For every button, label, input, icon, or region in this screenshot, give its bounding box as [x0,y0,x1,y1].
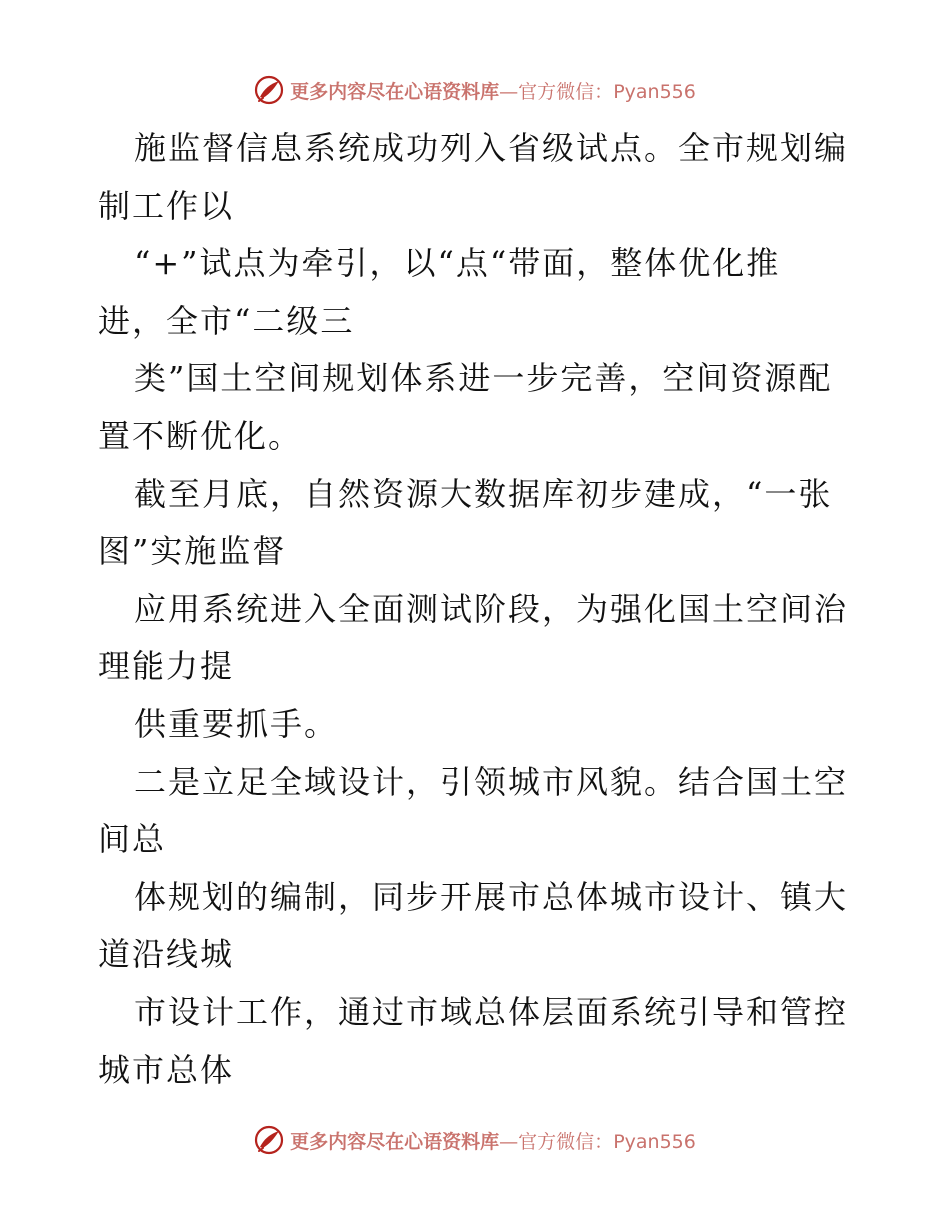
text-line: 理能力提 [98,647,235,686]
text-line: 二是立足全域设计，引领城市风貌。结合国土空 [134,762,849,801]
text-line: 应用系统进入全面测试阶段，为强化国土空间治 [134,589,849,628]
banner-main-text: 更多内容尽在心语资料库 [290,80,500,103]
banner-separator: — [499,80,519,103]
text-line: 截至月底，自然资源大数据库初步建成，“一张 [134,474,833,513]
document-body [98,120,858,1099]
text-line: 市设计工作，通过市域总体层面系统引导和管控 [134,992,849,1031]
text-line: 类”国土空间规划体系进一步完善，空间资源配 [134,359,833,398]
text-line: 供重要抓手。 [134,704,339,743]
text-line: 体规划的编制，同步开展市总体城市设计、镇大 [134,877,849,916]
header-watermark-banner [0,70,950,110]
footer-watermark-banner [0,1120,950,1160]
text-line: 城市总体 [98,1050,235,1089]
text-line: 进，全市“二级三 [98,301,355,340]
banner-separator: — [499,1130,519,1153]
banner-wechat-label: 官方微信： [518,1130,614,1153]
text-line: 施监督信息系统成功列入省级试点。全市规划编 [134,129,849,167]
pen-logo-icon [254,75,284,105]
banner-main-text: 更多内容尽在心语资料库 [290,1130,500,1153]
banner-handle: Pyan556 [613,1130,696,1153]
banner-wechat-label: 官方微信： [518,80,614,103]
text-line: 制工作以 [98,186,235,225]
pen-logo-icon [254,1125,284,1155]
text-line: 间总 [98,820,167,859]
text-line: “+”试点为牵引，以“点“带面，整体优化推 [134,244,781,283]
text-line: 道沿线城 [98,935,235,974]
text-line: 图”实施监督 [98,532,287,571]
text-line: 置不断优化。 [98,416,303,455]
banner-handle: Pyan556 [613,80,696,103]
